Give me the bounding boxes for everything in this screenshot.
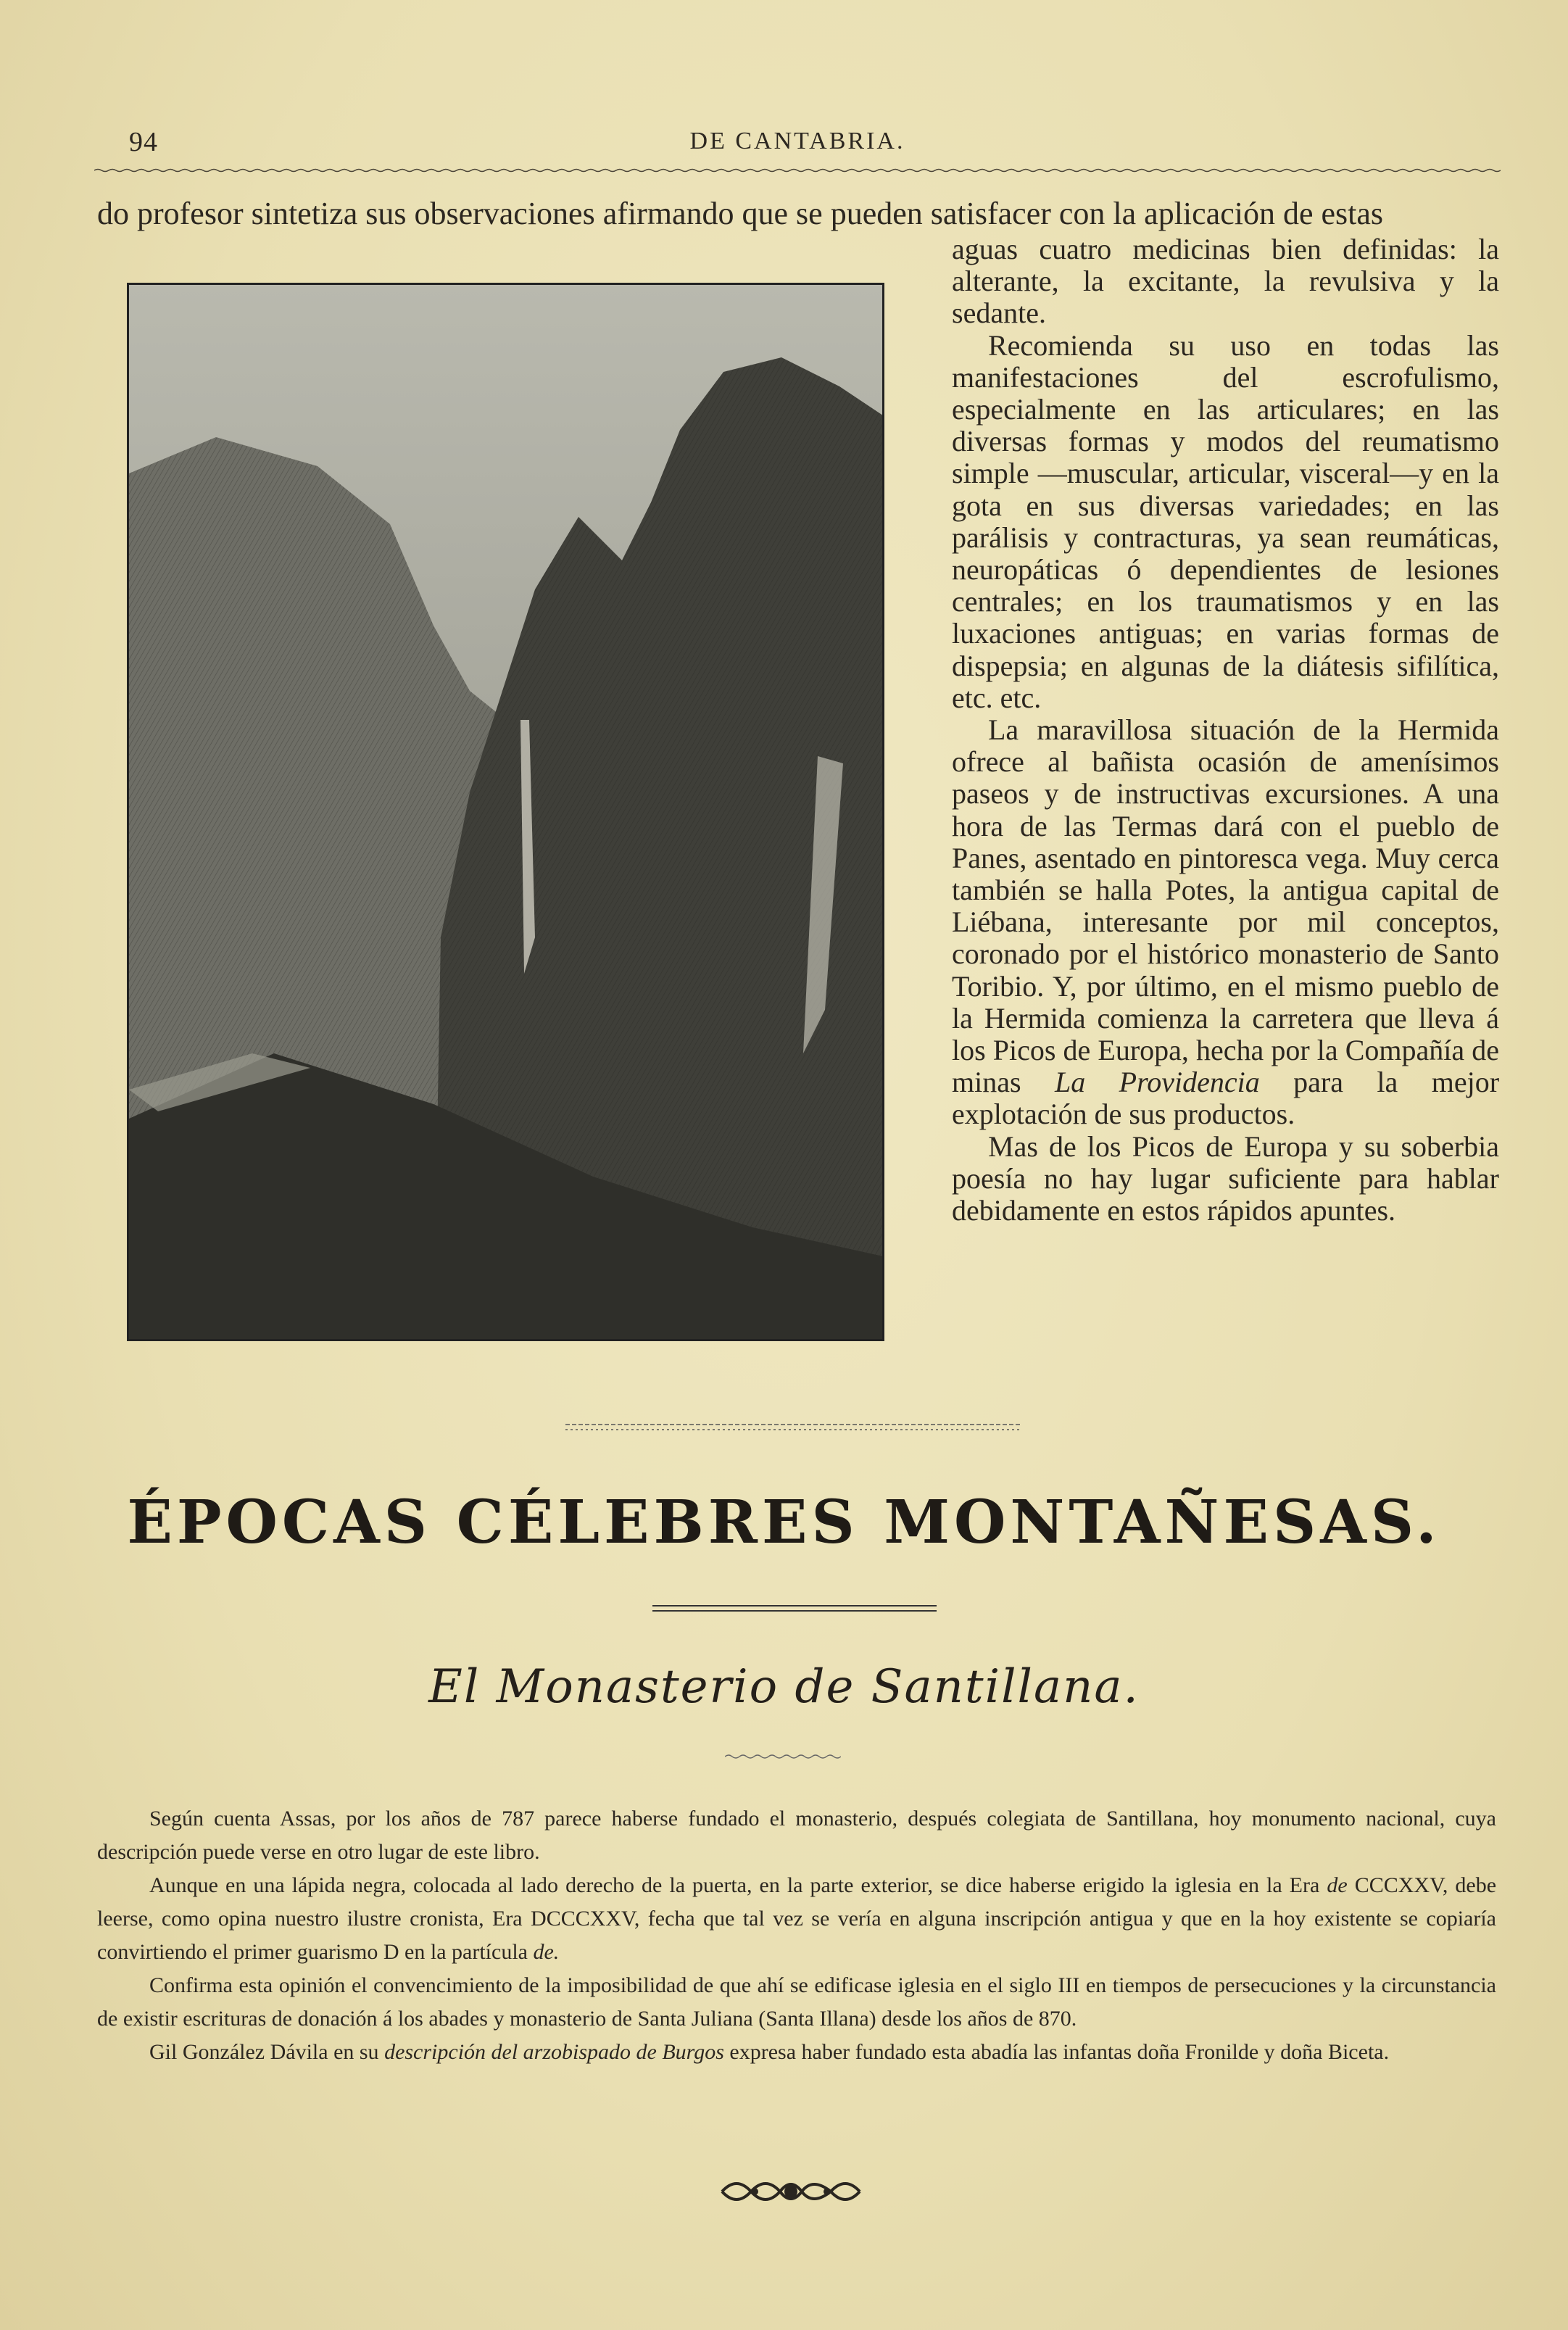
paragraph: Mas de los Picos de Europa y su soberbia poesía no hay lugar suficiente para hablar debidamente en estos rápidos apuntes. — [952, 1129, 1499, 1227]
article-subtitle: El Monasterio de Santillana. — [428, 1660, 1140, 1714]
subtitle-ornament-rule — [725, 1753, 841, 1760]
italic-book-title: descripción del arzobispado de Burgos — [384, 2040, 724, 2064]
paragraph: Recomienda su uso en todas las manifestaciones del escrofulismo, especialmente en las articulares; en las diversas formas y modos del reumatismo simple —muscular, articular, visceral—y en la gota en sus diversas variedades; en las parálisis y contracturas, ya sean reumáticas, neuropáticas ó dependientes de lesiones centrales; en los traumatismos y en las luxaciones antiguas; en varias formas de dispepsia; en algunas de la diátesis sifilítica, etc. etc. — [952, 328, 1499, 714]
paragraph: aguas cuatro medicinas bien definidas: la alterante, la excitante, la revulsiva y la sedante. — [952, 233, 1499, 330]
title-double-rule — [652, 1604, 937, 1614]
ornamental-tailpiece — [715, 2171, 867, 2212]
paragraph: La maravillosa situación de la Hermida ofrece al bañista ocasión de amenísimos paseos y de instructivas excursiones. A una hora de las Termas dará con el pueblo de Panes, asentado en pintoresca vega. Muy cerca también se halla Potes, la antigua capital de Liébana, interesante por mil conceptos, coronado por el histórico monasterio de Santo Toribio. Y, por último, en el mismo pueblo de la Hermida comienza la carretera que lleva á los Picos de Europa, hecha por la Compañía de minas La Providencia para la mejor explotación de sus productos. — [952, 713, 1500, 1131]
intro-text-line: do profesor sintetiza sus observaciones afirmando que se pueden satisfacer con la aplicación de estas — [97, 196, 1384, 231]
section-separator-rule — [565, 1422, 1022, 1433]
mountain-gorge-engraving — [127, 283, 884, 1341]
running-title: DE CANTABRIA. — [689, 128, 905, 154]
running-head — [94, 122, 1501, 165]
page-number: 94 — [129, 127, 158, 157]
paragraph: Gil González Dávila en su descripción del arzobispado de Burgos expresa haber fundado esta abadía las infantas doña Fronilde y doña Biceta. — [149, 2040, 1390, 2064]
italic-company-name: La Providencia — [1055, 1066, 1260, 1099]
right-text-column — [952, 233, 1499, 1227]
paragraph: Aunque en una lápida negra, colocada al lado derecho de la puerta, en la parte exterior, se dice haberse erigido la iglesia en la Era de CCCXXV, debe leerse, como opina nuestro ilustre cronista, Era DCCCXXV, fecha que tal vez se vería en alguna inscripción antigua y que en la hoy existente se copiaría convirtiendo el primer guarismo D en la partícula de. — [97, 1873, 1497, 1964]
header-wavy-rule — [94, 168, 1501, 173]
section-title: ÉPOCAS CÉLEBRES MONTAÑESAS. — [127, 1488, 1441, 1557]
paragraph: Confirma esta opinión el convencimiento de la imposibilidad de que ahí se edificase iglesia en el siglo III en tiempos de persecuciones y la circunstancia de existir escrituras de donación á los abades y monasterio de Santa Juliana (Santa Illana) desde los años de 870. — [97, 1973, 1496, 2031]
paragraph: Según cuenta Assas, por los años de 787 parece haberse fundado el monasterio, después colegiata de Santillana, hoy monumento nacional, cuya descripción puede verse en otro lugar de este libro. — [97, 1807, 1496, 1864]
article-body — [97, 1802, 1496, 2069]
